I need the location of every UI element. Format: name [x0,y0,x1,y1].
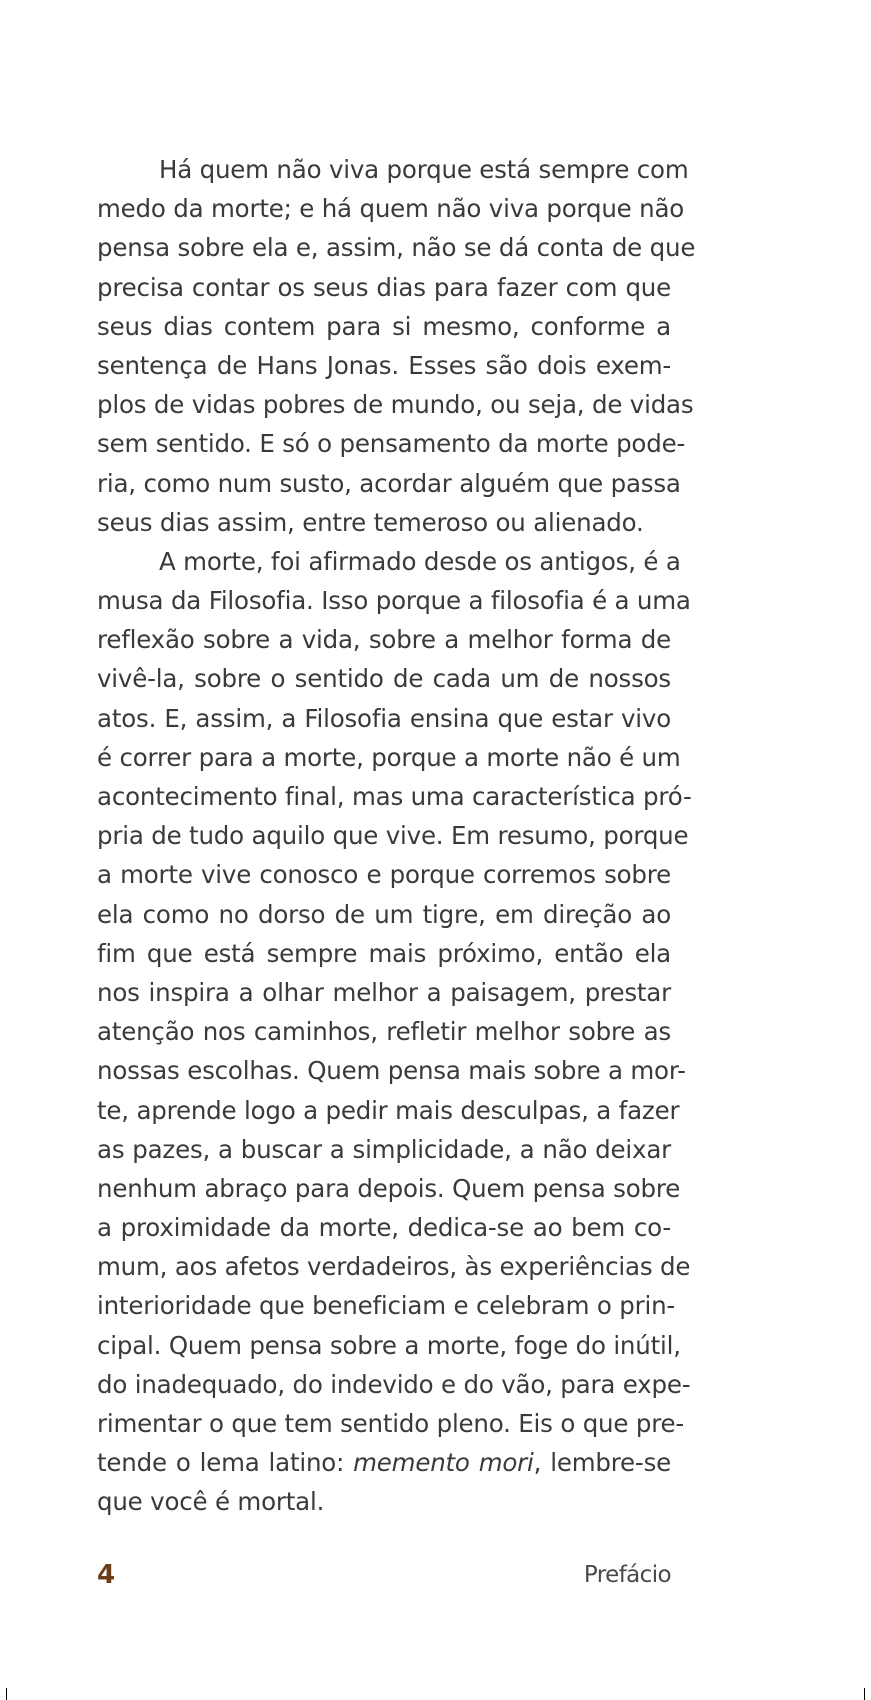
text-line: plos de vidas pobres de mundo, ou seja, de vidas [97,390,694,420]
text-line: nos inspira a olhar melhor a paisagem, prestar [97,977,671,1007]
text-line: pensa sobre ela e, assim, não se dá conta de que [97,233,696,263]
motto-after: , lembre-se [533,1448,672,1478]
text-line: pria de tudo aquilo que vive. Em resumo, porque [97,821,689,851]
text-line: Há quem não viva porque está sempre com [159,155,689,184]
text-line: ela como no dorso de um tigre, em direção ao [97,899,671,929]
motto-line [97,1443,671,1482]
text-line: ria, como num susto, acordar alguém que passa [97,468,681,498]
text-line: vivê-la, sobre o sentido de cada um de nossos [97,664,671,694]
crop-mark-right [864,1688,865,1700]
text-line: seus dias assim, entre temeroso ou alienado. [97,507,644,537]
body-text [97,150,696,1522]
text-line: do inadequado, do indevido e do vão, para expe- [97,1369,691,1399]
text-line: rimentar o que tem sentido pleno. Eis o que pre- [97,1409,685,1438]
text-line: cipal. Quem pensa sobre a morte, foge do inútil, [97,1330,681,1360]
motto-before: tende o lema latino: [97,1448,354,1478]
text-line: que você é mortal. [97,1487,325,1517]
text-line: seus dias contem para si mesmo, conforme a [97,311,671,341]
text-line: fim que está sempre mais próximo, então ela [97,938,671,968]
running-footer-section: Prefácio [583,1562,671,1588]
text-line: nossas escolhas. Quem pensa mais sobre a mor- [97,1056,686,1086]
text-line: a morte vive conosco e porque corremos sobre [97,860,671,890]
text-line: reflexão sobre a vida, sobre a melhor forma de [97,625,671,655]
text-line: acontecimento final, mas uma característica pró- [97,782,692,811]
text-line: precisa contar os seus dias para fazer com que [97,272,671,302]
text-line: as pazes, a buscar a simplicidade, a não deixar [97,1134,671,1164]
text-line: sentença de Hans Jonas. Esses são dois exem- [97,350,671,380]
page-number: 4 [97,1560,116,1590]
latin-motto: memento mori [353,1448,534,1478]
text-line: mum, aos afetos verdadeiros, às experiências de [97,1252,691,1282]
text-line: A morte, foi afirmado desde os antigos, é a [159,546,681,576]
text-line: interioridade que beneficiam e celebram o prin- [97,1291,676,1321]
text-line: te, aprende logo a pedir mais desculpas, a fazer [97,1095,680,1125]
text-line: atenção nos caminhos, refletir melhor sobre as [97,1017,671,1047]
text-line: musa da Filosofia. Isso porque a filosofia é a uma [97,586,691,616]
text-line: a proximidade da morte, dedica-se ao bem co- [97,1213,671,1243]
text-line: sem sentido. E só o pensamento da morte pode- [97,429,686,459]
crop-mark-left [6,1688,7,1700]
text-line: nenhum abraço para depois. Quem pensa sobre [97,1173,681,1203]
text-line: é correr para a morte, porque a morte não é um [97,742,681,772]
text-line: medo da morte; e há quem não viva porque não [97,194,685,224]
text-line: atos. E, assim, a Filosofia ensina que estar vivo [97,703,671,733]
